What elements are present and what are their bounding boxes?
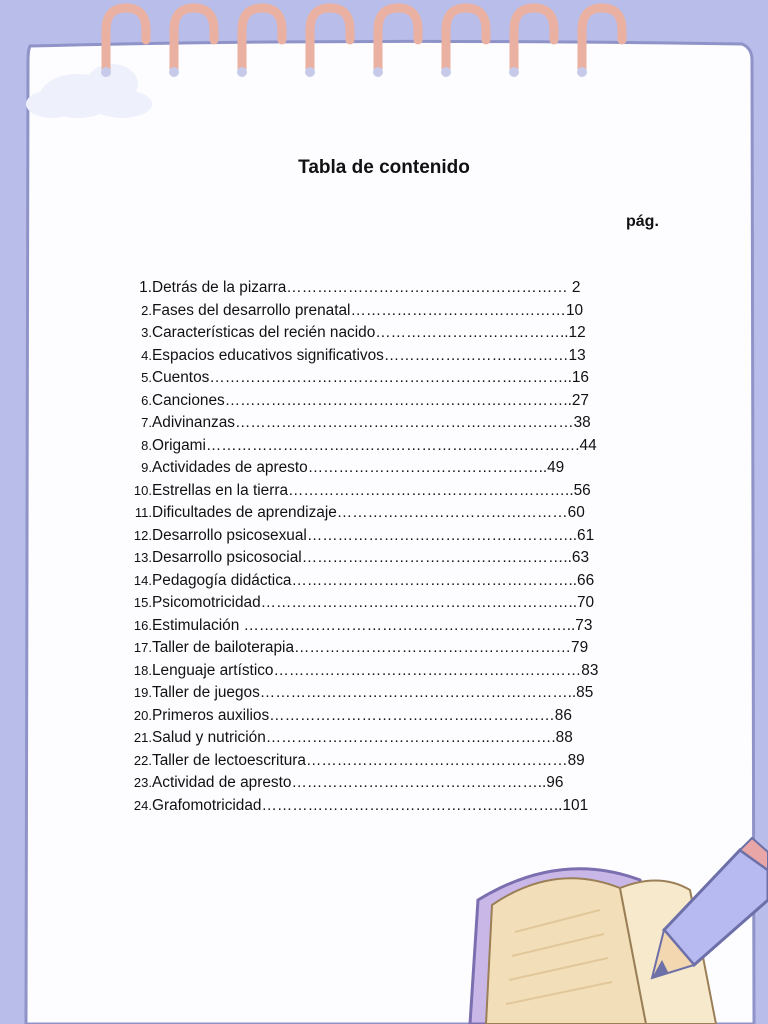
toc-entry-number: 12. <box>133 527 152 543</box>
toc-entry-number: 11. <box>134 505 152 520</box>
toc-entry <box>128 457 658 480</box>
toc-entry-text: Fases del desarrollo prenatal……………………………………10 <box>152 301 584 319</box>
toc-entry-text: Primeros auxilios…………………………………..……………86 <box>152 706 572 724</box>
toc-entry-number: 8. <box>141 437 152 453</box>
toc-entry <box>128 570 658 593</box>
toc-entry-text: Pedagogía didáctica………………………………………………..66 <box>152 571 595 589</box>
toc-entry-text: Características del recién nacido………………………………..12 <box>152 324 586 341</box>
toc-entry <box>128 795 658 818</box>
toc-entry-number: 18. <box>133 662 152 678</box>
table-of-contents <box>128 277 658 817</box>
toc-entry <box>128 615 658 638</box>
toc-entry-number: 22. <box>133 752 152 768</box>
toc-entry-text: Estimulación ………………………………………………………..73 <box>152 616 593 634</box>
toc-entry <box>128 322 658 345</box>
toc-entry <box>128 367 658 390</box>
toc-entry-text: Grafomotricidad…………………………………………………..101 <box>152 796 589 814</box>
toc-entry-text: Espacios educativos significativos………………………………13 <box>152 346 586 364</box>
toc-entry-number: 14. <box>133 572 152 588</box>
toc-entry-text: Dificultades de aprendizaje………………………………………60 <box>152 504 585 521</box>
toc-entry <box>128 277 658 300</box>
toc-entry-number: 9. <box>141 460 152 475</box>
toc-entry-number: 16. <box>133 617 152 633</box>
toc-entry-number: 24. <box>133 797 152 813</box>
toc-entry-text: Taller de lectoescritura……………………………………………89 <box>152 751 585 769</box>
toc-entry-number: 19. <box>133 685 152 700</box>
toc-entry <box>128 412 658 435</box>
toc-entry <box>128 435 658 458</box>
toc-entry-text: Lenguaje artístico……………………………………………………83 <box>152 661 599 679</box>
toc-entry-number: 2. <box>141 302 152 318</box>
toc-entry-number: 13. <box>133 550 152 565</box>
toc-entry <box>128 660 658 683</box>
toc-entry <box>128 300 658 323</box>
toc-entry-text: Cuentos……………………………………………………………..16 <box>152 369 589 386</box>
toc-entry <box>128 682 658 705</box>
toc-entry <box>128 525 658 548</box>
toc-entry <box>128 502 658 525</box>
toc-entry-text: Desarrollo psicosexual……………………………………………..61 <box>152 526 595 544</box>
toc-entry-text: Canciones…………………………………………………………..27 <box>152 391 589 409</box>
toc-entry-text: Detrás de la pizarra……………………………….……………… 2 <box>152 279 581 296</box>
toc-entry-number: 17. <box>133 640 152 655</box>
toc-entry-number: 21. <box>133 730 152 745</box>
page-column-label: pág. <box>626 213 659 230</box>
toc-entry-number: 4. <box>141 347 152 363</box>
toc-entry <box>128 772 658 795</box>
toc-entry-text: Taller de bailoterapia………………………………………………79 <box>152 639 589 656</box>
toc-entry-text: Salud y nutrición……………………………………..………….88 <box>152 729 573 746</box>
toc-entry-text: Psicomotricidad……………………………………………………..70 <box>152 594 595 611</box>
toc-entry-number: 10. <box>133 482 152 498</box>
toc-entry-number: 1. <box>139 279 152 296</box>
toc-entry-number: 6. <box>141 392 152 408</box>
toc-entry-number: 5. <box>141 370 152 385</box>
toc-entry <box>128 345 658 368</box>
toc-entry-number: 23. <box>133 775 152 790</box>
toc-entry <box>128 750 658 773</box>
toc-entry-text: Estrellas en la tierra………………………………………………..56 <box>152 481 591 499</box>
toc-entry-text: Origami……………………………………………………………….44 <box>152 436 597 454</box>
toc-entry-number: 20. <box>133 707 152 723</box>
toc-entry-number: 3. <box>141 325 152 340</box>
toc-entry <box>128 637 658 660</box>
toc-entry-text: Actividades de apresto………………………………………..49 <box>152 459 565 476</box>
toc-entry <box>128 390 658 413</box>
toc-entry-text: Adivinanzas…………………………………………………………38 <box>152 414 591 431</box>
toc-entry <box>128 727 658 750</box>
toc-entry-text: Actividad de apresto…………………………………………..96 <box>152 774 564 791</box>
toc-entry <box>128 705 658 728</box>
toc-entry-text: Taller de juegos……………………………………………………..85 <box>152 684 594 701</box>
toc-entry-number: 7. <box>141 415 152 430</box>
toc-entry <box>128 480 658 503</box>
toc-entry <box>128 547 658 570</box>
toc-entry-number: 15. <box>133 595 152 610</box>
page-title: Tabla de contenido <box>298 157 470 178</box>
toc-entry <box>128 592 658 615</box>
toc-entry-text: Desarrollo psicosocial……………………………………………..63 <box>152 549 590 566</box>
